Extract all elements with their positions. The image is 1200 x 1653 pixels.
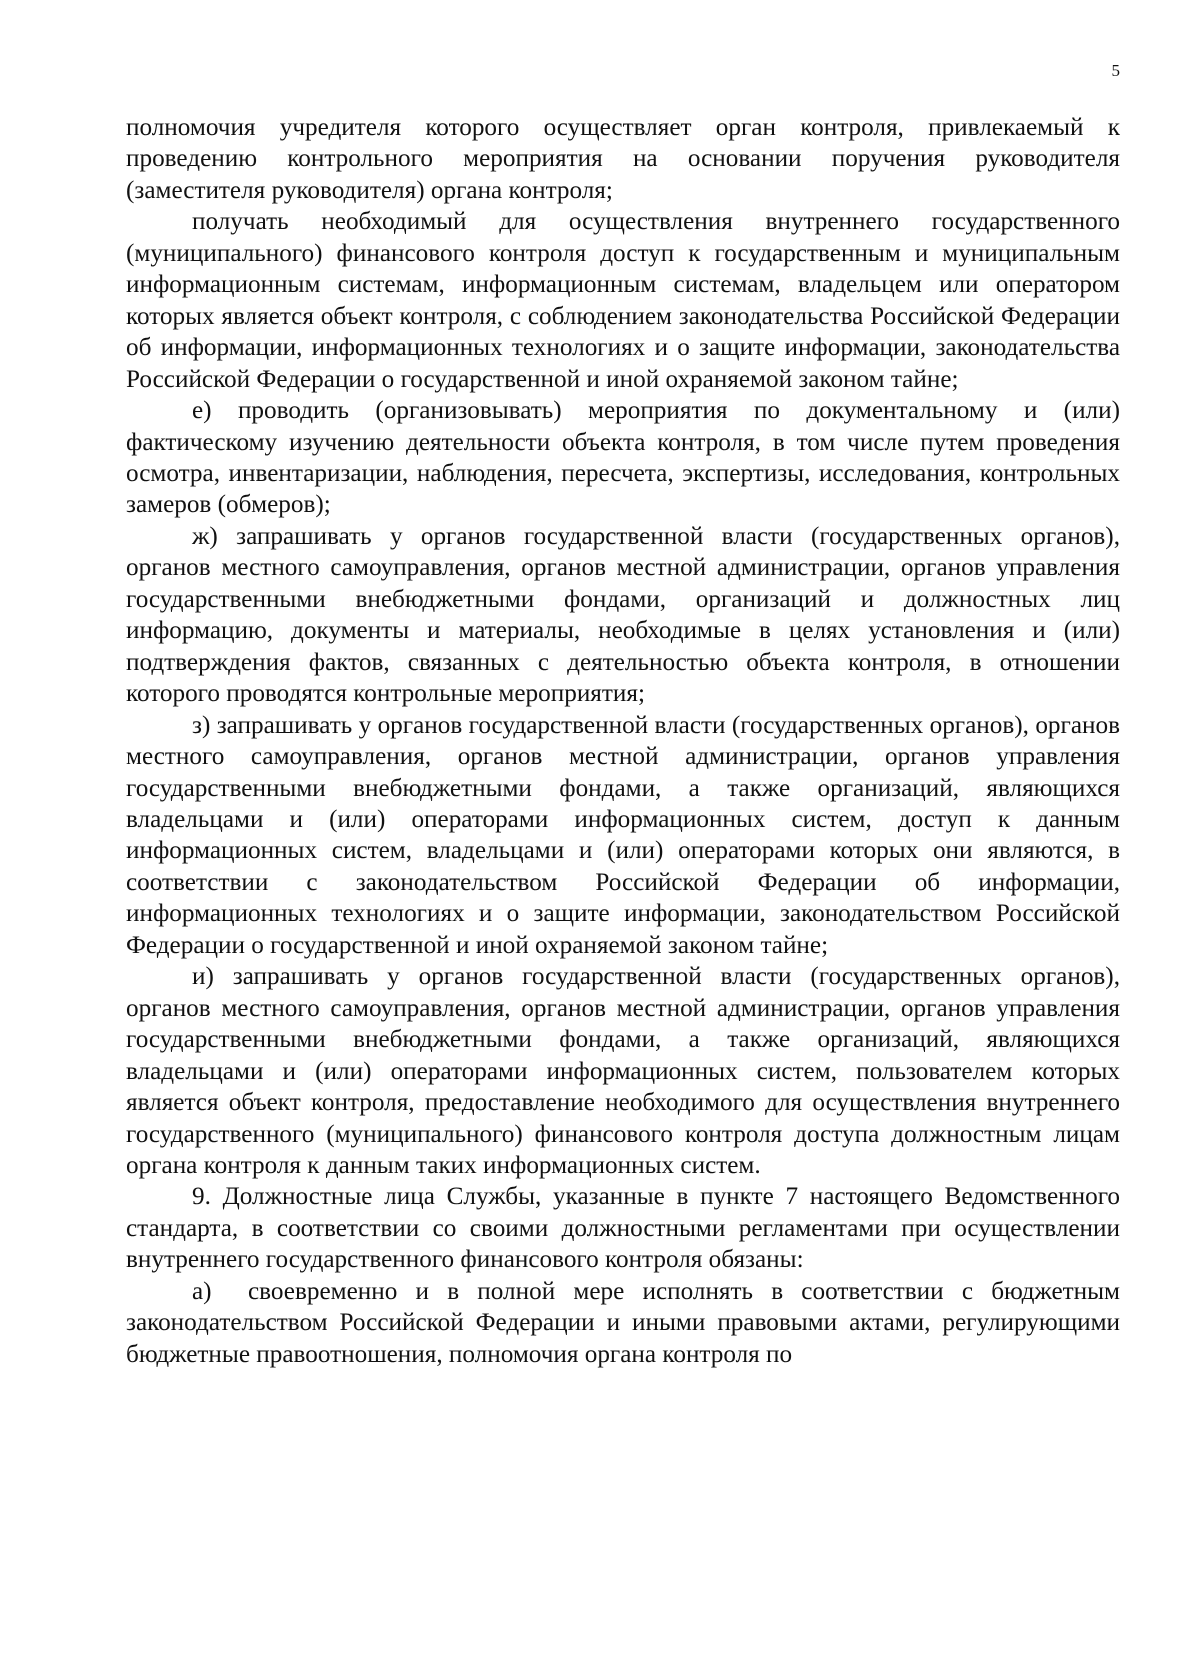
- paragraph-item-e: е) проводить (организовывать) мероприятия по документальному и (или) фактическому изучению деятельности объекта контроля, в том числе путем проведения осмотра, инвентаризации, наблюдения, пересчета, экспертизы, исследования, контрольных замеров (обмеров);: [126, 397, 1120, 519]
- paragraph-access-rights: получать необходимый для осуществления внутреннего государственного (муниципального) финансового контроля доступ к государственным и муниципальным информационным системам, информационным системам, владельцем или оператором которых является объект контроля, с соблюдением законодательства Российской Федерации об информации, информационных технологиях и о защите информации, законодательства Российской Федерации о государственной и иной охраняемой законом тайне;: [126, 208, 1120, 393]
- paragraph-item-i: и) запрашивать у органов государственной власти (государственных органов), органов местного самоуправления, органов местной администрации, органов управления государственными внебюджетными фондами, а также организаций, являющихся владельцами и (или) операторами информационных систем, пользователем которых является объект контроля, предоставление необходимого для осуществления внутреннего государственного (муниципального) финансового контроля доступа должностным лицам органа контроля к данным таких информационных систем.: [126, 963, 1120, 1179]
- page-number: 5: [1111, 61, 1120, 80]
- paragraph-continuation: полномочия учредителя которого осуществляет орган контроля, привлекаемый к проведению контрольного мероприятия на основании поручения руководителя (заместителя руководителя) органа контроля;: [126, 114, 1120, 204]
- paragraph-item-z: з) запрашивать у органов государственной власти (государственных органов), органов местного самоуправления, органов местной администрации, органов управления государственными внебюджетными фондами, а также организаций, являющихся владельцами и (или) операторами информационных систем, доступ к данным информационных систем, владельцами и (или) операторами которых они являются, в соответствии с законодательством Российской Федерации об информации, информационных технологиях и о защите информации, законодательством Российской Федерации о государственной и иной охраняемой законом тайне;: [126, 711, 1120, 959]
- item-a-marker: а): [192, 1277, 212, 1305]
- paragraph-item-zh: ж) запрашивать у органов государственной власти (государственных органов), органов местного самоуправления, органов местной администрации, органов управления государственными внебюджетными фондами, организаций и должностных лиц информацию, документы и материалы, необходимые в целях установления и (или) подтверждения фактов, связанных с деятельностью объекта контроля, в отношении которого проводятся контрольные мероприятия;: [126, 522, 1120, 708]
- item-a-text: своевременно и в полной мере исполнять в соответствии с бюджетным законодательством Российской Федерации и иными правовыми актами, регулирующими бюджетные правоотношения, полномочия органа контроля по: [126, 1277, 1120, 1368]
- document-body: [126, 112, 1120, 1370]
- paragraph-item-9: 9. Должностные лица Службы, указанные в пункте 7 настоящего Ведомственного стандарта, в соответствии со своими должностными регламентами при осуществлении внутреннего государственного финансового контроля обязаны:: [126, 1183, 1120, 1274]
- paragraph-item-a: [126, 1276, 1120, 1370]
